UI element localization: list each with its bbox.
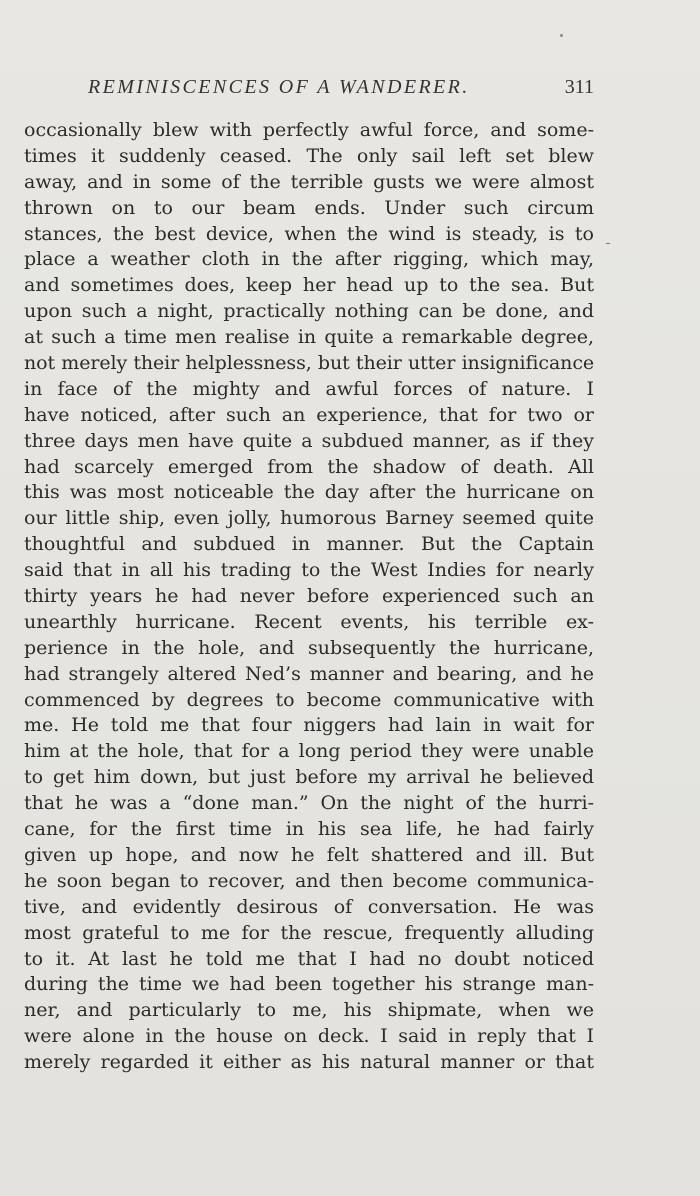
- text-line: merely regarded it either as his natural manner or that: [24, 1051, 594, 1074]
- text-line: ner, and particularly to me, his shipmate, when we: [24, 999, 594, 1022]
- margin-mark: [606, 243, 610, 244]
- text-line: in face of the mighty and awful forces of nature. I: [24, 377, 594, 400]
- page-number: 311: [564, 76, 594, 98]
- text-line: to it. At last he told me that I had no doubt noticed: [24, 947, 594, 970]
- text-line: have noticed, after such an experience, that for two or: [24, 403, 594, 426]
- text-line: our little ship, even jolly, humorous Barney seemed quite: [24, 507, 594, 530]
- text-line: him at the hole, that for a long period they were unable: [24, 740, 594, 763]
- text-line: away, and in some of the terrible gusts we were almost: [24, 170, 594, 193]
- text-line: not merely their helplessness, but their utter insignificance: [24, 352, 594, 375]
- body-text: [24, 118, 594, 1076]
- text-line: tive, and evidently desirous of conversation. He was: [24, 895, 594, 918]
- text-line: had scarcely emerged from the shadow of death. All: [24, 455, 594, 478]
- text-line: to get him down, but just before my arrival he believed: [24, 766, 594, 789]
- text-line: thoughtful and subdued in manner. But the Captain: [24, 533, 594, 556]
- page-speck: [560, 34, 563, 37]
- text-line: three days men have quite a subdued manner, as if they: [24, 429, 594, 452]
- text-line: times it suddenly ceased. The only sail left set blew: [24, 144, 594, 167]
- text-line: during the time we had been together his strange man-: [24, 973, 594, 996]
- text-line: thrown on to our beam ends. Under such circum: [24, 196, 594, 219]
- text-line: stances, the best device, when the wind is steady, is to: [24, 222, 594, 245]
- text-line: perience in the hole, and subsequently the hurricane,: [24, 636, 594, 659]
- text-line: he soon began to recover, and then become communica-: [24, 869, 594, 892]
- text-line: this was most noticeable the day after the hurricane on: [24, 481, 594, 504]
- text-line: most grateful to me for the rescue, frequently alluding: [24, 921, 594, 944]
- text-line: me. He told me that four niggers had lain in wait for: [24, 714, 594, 737]
- text-line: occasionally blew with perfectly awful force, and some-: [24, 119, 594, 141]
- text-line: unearthly hurricane. Recent events, his terrible ex-: [24, 610, 594, 633]
- text-line: cane, for the first time in his sea life, he had fairly: [24, 818, 594, 841]
- text-line: and sometimes does, keep her head up to the sea. But: [24, 274, 594, 297]
- text-line: that he was a “done man.” On the night of the hurri-: [24, 792, 594, 815]
- text-line: place a weather cloth in the after rigging, which may,: [24, 248, 594, 271]
- text-line: had strangely altered Ned’s manner and bearing, and he: [24, 662, 594, 685]
- text-line: given up hope, and now he felt shattered and ill. But: [24, 843, 594, 866]
- text-line: were alone in the house on deck. I said in reply that I: [24, 1025, 594, 1048]
- running-title: REMINISCENCES OF A WANDERER.: [88, 76, 470, 98]
- text-line: at such a time men realise in quite a remarkable degree,: [24, 326, 594, 349]
- text-line: said that in all his trading to the West Indies for nearly: [24, 559, 594, 582]
- text-line: thirty years he had never before experienced such an: [24, 585, 594, 608]
- text-line: upon such a night, practically nothing can be done, and: [24, 300, 594, 323]
- text-line: commenced by degrees to become communicative with: [24, 688, 594, 711]
- page-header: [24, 76, 594, 104]
